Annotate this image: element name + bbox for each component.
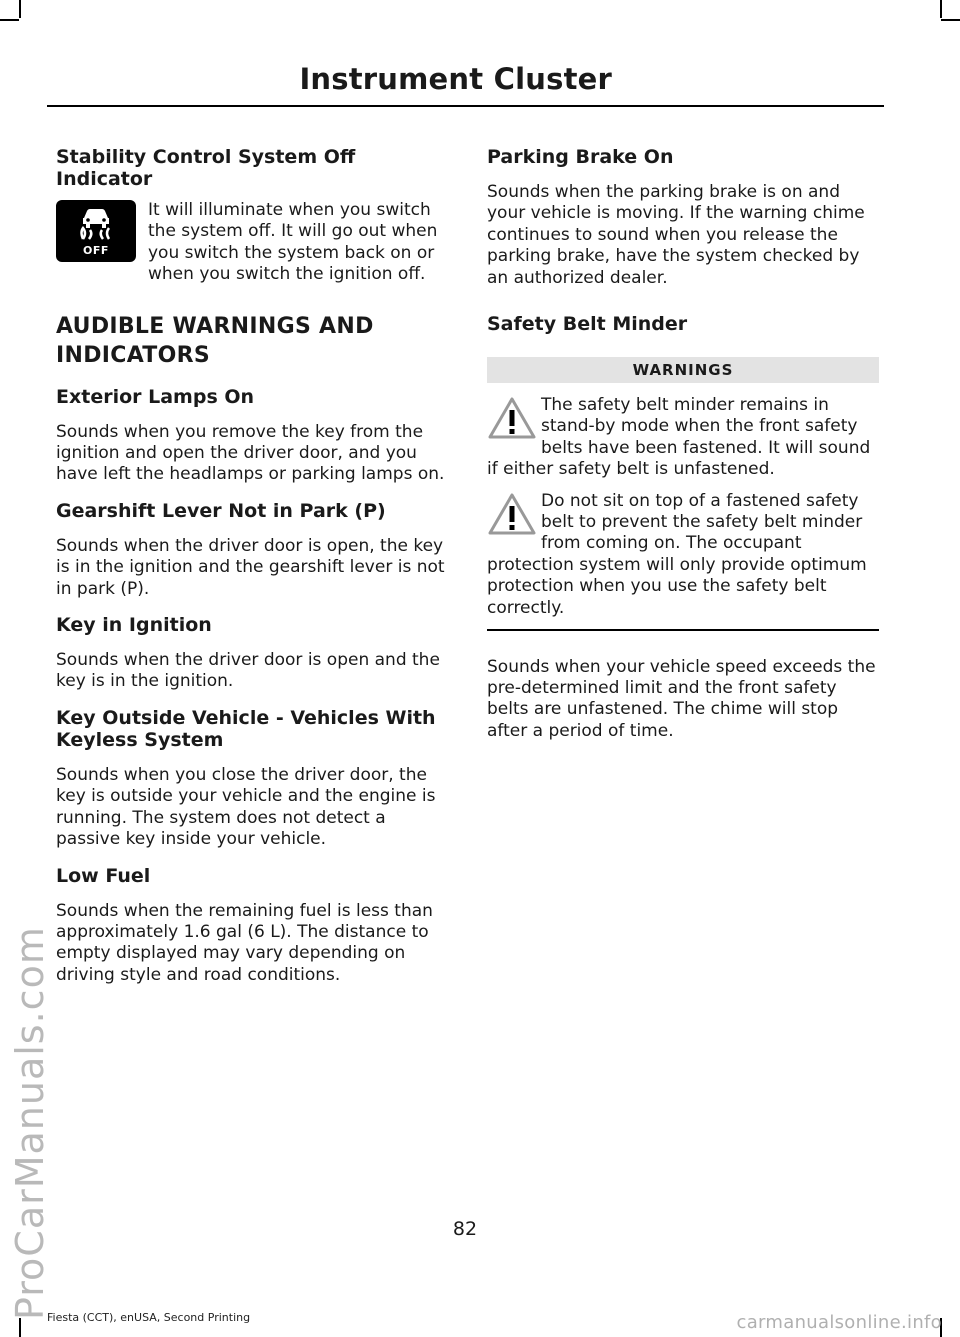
left-column	[56, 146, 448, 1000]
right-column	[487, 146, 879, 756]
warning-item	[487, 491, 879, 619]
stability-control-off-text: It will illuminate when you switch the system off. It will go out when you switch the system back on or when you switch the ignition off.	[148, 200, 438, 285]
crop-mark	[0, 19, 19, 21]
key-in-ignition-text: Sounds when the driver door is open and the key is in the ignition.	[56, 650, 440, 692]
page-number: 82	[452, 1218, 478, 1240]
warnings-header: WARNINGS	[487, 357, 879, 383]
page-title: Instrument Cluster	[299, 62, 612, 96]
warning-text-2: Do not sit on top of a fastened safety belt to prevent the safety belt minder from coming on. The occupant protection system will only provide optimum protection when you use the safety belt correctly.	[487, 490, 867, 618]
side-watermark: ProCarManuals.com	[8, 926, 52, 1320]
section-title-stability-control-off: Stability Control System Off Indicator	[56, 146, 356, 190]
crop-mark	[940, 0, 942, 18]
stability-control-off-block	[56, 200, 448, 286]
warning-triangle-icon	[487, 491, 537, 537]
stability-control-off-icon	[56, 200, 136, 262]
key-outside-vehicle-text: Sounds when you close the driver door, the key is outside your vehicle and the engine is running. The system does not detect a passive key inside your vehicle.	[56, 764, 436, 850]
warning-text-1: The safety belt minder remains in stand-by mode when the front safety belts have been fastened. It will sound if either safety belt is unfastened.	[487, 395, 871, 480]
warning-item	[487, 395, 879, 481]
section-title-parking-brake: Parking Brake On	[487, 146, 674, 168]
section-title-key-outside-vehicle: Key Outside Vehicle - Vehicles With Keyless System	[56, 706, 436, 751]
low-fuel-text: Sounds when the remaining fuel is less than approximately 1.6 gal (6 L). The distance to empty displayed may vary depending on driving style and road conditions.	[56, 900, 433, 985]
site-watermark: carmanualsonline.info	[736, 1312, 942, 1333]
section-title-gearshift-lever: Gearshift Lever Not in Park (P)	[56, 499, 386, 522]
gearshift-lever-text: Sounds when the driver door is open, the key is in the ignition and the gearshift lever is not in park (P).	[56, 535, 445, 599]
safety-belt-minder-text: Sounds when your vehicle speed exceeds the pre-determined limit and the front safety belts are unfastened. The chime will stop after a period of time.	[487, 656, 876, 741]
icon-off-label: OFF	[83, 244, 109, 257]
section-title-exterior-lamps: Exterior Lamps On	[56, 385, 255, 408]
exterior-lamps-text: Sounds when you remove the key from the ignition and open the driver door, and you have left the headlamps or parking lamps on.	[56, 421, 445, 485]
crop-mark	[941, 19, 960, 21]
section-title-key-in-ignition: Key in Ignition	[56, 614, 212, 637]
main-heading-line1: AUDIBLE WARNINGS AND	[56, 313, 374, 339]
crop-mark	[19, 1318, 21, 1337]
header-divider	[47, 105, 884, 107]
footer-print-info: Fiesta (CCT), enUSA, Second Printing	[47, 1311, 251, 1324]
crop-mark	[19, 0, 21, 18]
warning-triangle-icon	[487, 395, 537, 441]
section-title-safety-belt-minder: Safety Belt Minder	[487, 313, 688, 336]
main-heading-line2: INDICATORS	[56, 342, 211, 368]
parking-brake-text: Sounds when the parking brake is on and your vehicle is moving. If the warning chime continues to sound when you release the parking brake, have the system checked by an authorized dealer.	[487, 182, 865, 288]
warnings-divider	[487, 629, 879, 631]
section-title-low-fuel: Low Fuel	[56, 864, 151, 887]
main-heading	[56, 312, 448, 370]
